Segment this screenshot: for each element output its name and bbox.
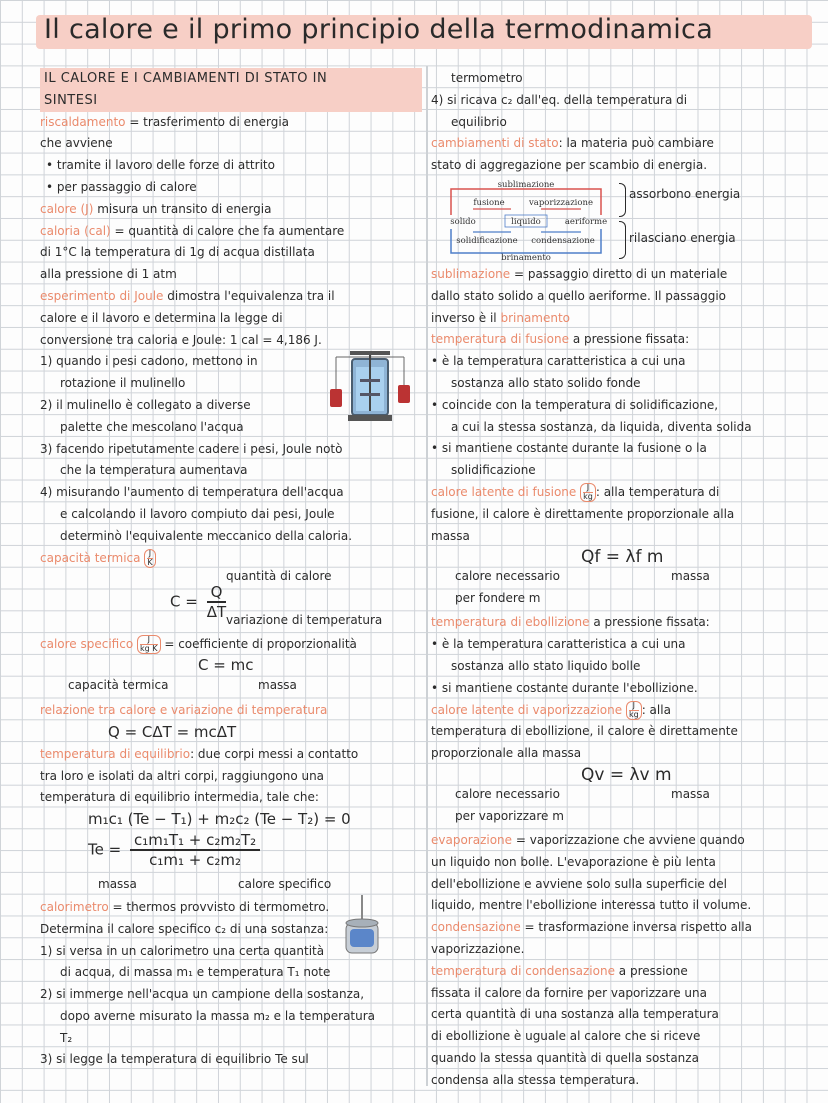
qv-formula-block	[431, 765, 811, 830]
text-line: che avviene	[40, 136, 113, 151]
text-line: condensa alla stessa temperatura.	[431, 1072, 640, 1087]
bullet-item: solidificazione	[451, 463, 536, 478]
bullet-item: sostanza allo stato solido fonde	[451, 375, 641, 390]
bullet-item: • si mantiene costante durante l'ebollizione.	[431, 680, 698, 695]
list-item: 1) quando i pesi cadono, mettono in	[40, 354, 258, 369]
sublimazione-def: sublimazione = passaggio diretto di un materiale	[431, 266, 728, 281]
qf-formula: Qf = λf m	[581, 547, 664, 568]
text-line: inverso è il brinamento	[431, 310, 571, 325]
list-item: e calcolando il lavoro compiuto dai pesi, Joule	[60, 506, 335, 521]
annotation-calore-necessario: calore necessario	[455, 786, 560, 801]
text-line: certa quantità di una sostanza alla temperatura	[431, 1007, 719, 1022]
list-item: dopo averne misurato la massa m₂ e la temperatura	[60, 1008, 376, 1023]
list-item: 2) si immerge nell'acqua un campione della sostanza,	[40, 987, 365, 1002]
bullet-item: • per passaggio di calore	[46, 179, 197, 194]
text-line: vaporizzazione.	[431, 941, 525, 956]
capacita-termica-heading: capacità termica $\frac{J}{K}$	[40, 548, 422, 570]
bullet-item: • coincide con la temperatura di solidificazione,	[431, 397, 719, 412]
calorimeter-image	[340, 895, 384, 961]
diagram-condensazione: condensazione	[531, 235, 595, 246]
annotation-variazione: variazione di temperatura	[226, 613, 383, 628]
list-item: rotazione il mulinello	[60, 376, 186, 391]
calore-latente-vaporizzazione-def: calore latente di vaporizzazione $\frac{J}{kg}$ : alla	[431, 700, 671, 719]
annotation-assorbono: assorbono energia	[629, 186, 741, 201]
right-column	[431, 68, 811, 1091]
text-line: un liquido non bolle. L'evaporazione è più lenta	[431, 854, 716, 869]
evaporazione-def: evaporazione = vaporizzazione che avviene quando	[431, 832, 745, 847]
list-item: T₂	[60, 1030, 73, 1045]
list-item: 1) si versa in un calorimetro una certa quantità	[40, 943, 325, 958]
annotation-quantita: quantità di calore	[226, 569, 332, 584]
annotation-massa: massa	[671, 569, 710, 584]
bullet-item: • tramite il lavoro delle forze di attrito	[46, 158, 275, 173]
list-item: 4) si ricava c₂ dall'eq. della temperatura di	[431, 92, 688, 107]
caloria-def: caloria (cal) = quantità di calore che fa aumentare	[40, 223, 345, 238]
diagram-brinamento: brinamento	[501, 252, 551, 263]
diagram-aeriforme: aeriforme	[564, 216, 608, 227]
annotation-per-fondere: per fondere m	[455, 591, 541, 606]
condensazione-def: condensazione = trasformazione inversa rispetto alla	[431, 920, 752, 935]
joule-def: esperimento di Joule dimostra l'equivalenza tra il	[40, 288, 335, 303]
c-mc-formula: C = mc	[198, 656, 254, 675]
text-line: dallo stato solido a quello aeriforme. Il passaggio	[431, 288, 727, 303]
equilibrium-formula: m₁c₁ (Te − T₁) + m₂c₂ (Te − T₂) = 0	[88, 810, 351, 829]
diagram-solido: solido	[450, 216, 476, 227]
bullet-item: • è la temperatura caratteristica a cui una	[431, 354, 686, 369]
text-line: massa	[431, 528, 470, 543]
te-formula: Te = $\frac{\text{c₁m₁T₁ + c₂m₂T₂}}{\text{c₁m₁ + c₂m₂}}$	[88, 831, 260, 869]
annotation-calore-necessario: calore necessario	[455, 569, 560, 584]
text-line: termometro	[451, 71, 523, 85]
bullet-item: sostanza allo stato liquido bolle	[451, 658, 641, 673]
left-column	[40, 68, 422, 1071]
q-formula: Q = CΔT = mcΔT	[108, 722, 237, 741]
annotation-massa: massa	[258, 678, 297, 693]
calorimetro-def: calorimetro = thermos provvisto di termometro.	[40, 899, 330, 914]
annotation-per-vaporizzare: per vaporizzare m	[455, 808, 564, 823]
list-item: determinò l'equivalente meccanico della caloria.	[60, 528, 353, 543]
text-line: dell'ebollizione e avviene solo sulla superficie del	[431, 876, 727, 891]
page-title: Il calore e il primo principio della termodinamica	[44, 14, 714, 45]
text-line: temperatura di ebollizione, il calore è direttamente	[431, 724, 738, 739]
te-formula-block	[40, 831, 422, 897]
c-mc-block	[40, 656, 422, 700]
text-line: equilibrio	[451, 114, 507, 129]
diagram-fusione: fusione	[473, 197, 505, 208]
bullet-item: a cui la stessa sostanza, da liquida, diventa solida	[451, 419, 752, 434]
text-line: proporzionale alla massa	[431, 746, 582, 761]
diagram-solidificazione: solidificazione	[456, 235, 518, 246]
diagram-liquido: liquido	[511, 216, 541, 227]
text-line: conversione tra caloria e Joule: 1 cal = 4,186 J.	[40, 332, 322, 347]
text-line: alla pressione di 1 atm	[40, 267, 177, 282]
brace-rilasciano	[619, 221, 626, 259]
calore-latente-fusione-def: calore latente di fusione $\frac{J}{kg}$ : alla temperatura di	[431, 482, 720, 501]
text-line: tra loro e isolati da altri corpi, raggiungono una	[40, 768, 325, 783]
text-line: liquido, mentre l'ebollizione interessa tutto il volume.	[431, 898, 752, 913]
equilibrio-def: temperatura di equilibrio: due corpi messi a contatto	[40, 746, 359, 761]
section-title-cont: SINTESI	[40, 90, 422, 112]
cambiamenti-def: cambiamenti di stato: la materia può cambiare	[431, 136, 714, 151]
calore-def: calore (J) misura un transito di energia	[40, 201, 272, 216]
list-item: palette che mescolano l'acqua	[60, 419, 244, 434]
annotation-calore-specifico: calore specifico	[238, 876, 332, 891]
bullet-item: • è la temperatura caratteristica a cui una	[431, 637, 686, 652]
text-line: di ebollizione è uguale al calore che si riceve	[431, 1029, 701, 1044]
text-line: Determina il calore specifico c₂ di una sostanza:	[40, 921, 329, 936]
diagram-vaporizzazione: vaporizzazione	[528, 197, 594, 208]
calorimetro-block	[40, 897, 422, 1071]
joule-steps	[40, 351, 422, 547]
annotation-capacita: capacità termica	[68, 678, 169, 693]
joule-apparatus-image	[322, 345, 412, 427]
list-item: 4) misurando l'aumento di temperatura dell'acqua	[40, 485, 344, 500]
state-diagram-block	[431, 177, 811, 264]
list-item: 2) il mulinello è collegato a diverse	[40, 397, 251, 412]
temperatura-ebollizione-heading: temperatura di ebollizione a pressione fissata:	[431, 615, 710, 630]
text-line: fusione, il calore è direttamente proporzionale alla	[431, 506, 735, 521]
text-line: di 1°C la temperatura di 1g di acqua distillata	[40, 245, 315, 260]
riscaldamento-def: riscaldamento = trasferimento di energia	[40, 114, 290, 129]
text-line: stato di aggregazione per scambio di energia.	[431, 158, 708, 173]
qv-formula: Qv = λv m	[581, 764, 672, 785]
c-formula-block	[40, 569, 422, 634]
section-title: IL CALORE E I CAMBIAMENTI DI STATO IN	[40, 68, 422, 90]
diagram-sublimazione: sublimazione	[497, 179, 555, 190]
annotation-massa: massa	[671, 786, 710, 801]
text-line: temperatura di equilibrio intermedia, tale che:	[40, 790, 319, 805]
temperatura-fusione-heading: temperatura di fusione a pressione fissata:	[431, 332, 690, 347]
qf-formula-block	[431, 547, 811, 612]
temperatura-condensazione-def: temperatura di condensazione a pressione	[431, 963, 688, 978]
bullet-item: • si mantiene costante durante la fusione o la	[431, 441, 707, 456]
c-formula: C = $\frac{Q}{\Delta T}$	[170, 583, 227, 622]
annotation-massa: massa	[98, 876, 137, 891]
list-item: 3) facendo ripetutamente cadere i pesi, Joule notò	[40, 441, 343, 456]
brace-assorbono	[619, 183, 626, 217]
list-item: di acqua, di massa m₁ e temperatura T₁ note	[60, 965, 331, 980]
phase-change-diagram	[441, 177, 611, 263]
relazione-heading: relazione tra calore e variazione di temperatura	[40, 703, 328, 718]
calore-specifico-def: calore specifico $\frac{J}{\text{kg K}}$ = coefficiente di proporzionalità	[40, 635, 357, 654]
text-line: calore e il lavoro e determina la legge di	[40, 310, 283, 325]
list-item: che la temperatura aumentava	[60, 463, 248, 478]
text-line: quando la stessa quantità di quella sostanza	[431, 1050, 699, 1065]
annotation-rilasciano: rilasciano energia	[629, 230, 736, 245]
text-line: fissata il calore da fornire per vaporizzare una	[431, 985, 707, 1000]
list-item: 3) si legge la temperatura di equilibrio Te sul	[40, 1052, 309, 1067]
column-divider	[426, 66, 428, 1086]
